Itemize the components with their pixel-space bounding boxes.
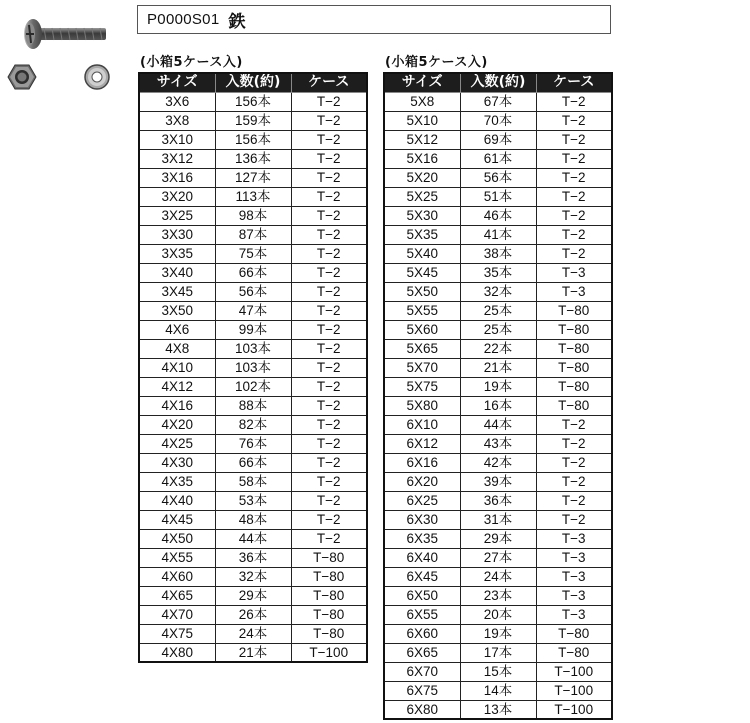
table-row bbox=[139, 396, 367, 415]
cell-size: 4X30 bbox=[139, 453, 215, 472]
table-row bbox=[384, 111, 612, 130]
table-row bbox=[139, 187, 367, 206]
header-quantity: 入数(約) bbox=[460, 73, 536, 92]
table-row bbox=[384, 263, 612, 282]
cell-quantity: 42本 bbox=[460, 453, 536, 472]
washer-icon bbox=[85, 65, 109, 89]
cell-size: 3X16 bbox=[139, 168, 215, 187]
cell-case: T−2 bbox=[291, 472, 367, 491]
cell-case: T−80 bbox=[536, 643, 612, 662]
cell-size: 4X20 bbox=[139, 415, 215, 434]
cell-case: T−100 bbox=[536, 700, 612, 719]
table-row bbox=[384, 510, 612, 529]
cell-quantity: 159本 bbox=[215, 111, 291, 130]
cell-quantity: 67本 bbox=[460, 92, 536, 111]
cell-quantity: 21本 bbox=[215, 643, 291, 662]
table-row bbox=[384, 567, 612, 586]
cell-size: 4X55 bbox=[139, 548, 215, 567]
cell-case: T−100 bbox=[291, 643, 367, 662]
table-row bbox=[384, 339, 612, 358]
cell-case: T−2 bbox=[291, 149, 367, 168]
cell-case: T−2 bbox=[291, 225, 367, 244]
cell-size: 6X50 bbox=[384, 586, 460, 605]
cell-size: 6X10 bbox=[384, 415, 460, 434]
cell-quantity: 27本 bbox=[460, 548, 536, 567]
cell-size: 4X6 bbox=[139, 320, 215, 339]
table-row bbox=[384, 700, 612, 719]
cell-case: T−100 bbox=[536, 662, 612, 681]
cell-quantity: 75本 bbox=[215, 244, 291, 263]
cell-quantity: 41本 bbox=[460, 225, 536, 244]
cell-case: T−80 bbox=[536, 339, 612, 358]
cell-quantity: 99本 bbox=[215, 320, 291, 339]
cell-case: T−3 bbox=[536, 567, 612, 586]
cell-quantity: 47本 bbox=[215, 301, 291, 320]
cell-size: 4X70 bbox=[139, 605, 215, 624]
cell-quantity: 87本 bbox=[215, 225, 291, 244]
cell-case: T−2 bbox=[536, 225, 612, 244]
cell-size: 6X60 bbox=[384, 624, 460, 643]
table-row bbox=[139, 548, 367, 567]
cell-case: T−2 bbox=[536, 491, 612, 510]
cell-case: T−2 bbox=[536, 434, 612, 453]
cell-case: T−80 bbox=[291, 624, 367, 643]
cell-case: T−2 bbox=[291, 130, 367, 149]
table-row bbox=[384, 529, 612, 548]
cell-case: T−2 bbox=[291, 187, 367, 206]
cell-size: 5X50 bbox=[384, 282, 460, 301]
cell-size: 6X75 bbox=[384, 681, 460, 700]
table-row bbox=[384, 415, 612, 434]
table-row bbox=[384, 681, 612, 700]
table-row bbox=[384, 301, 612, 320]
cell-size: 6X35 bbox=[384, 529, 460, 548]
product-code: P0000S01 bbox=[147, 11, 220, 28]
cell-case: T−80 bbox=[291, 586, 367, 605]
table-row bbox=[384, 206, 612, 225]
table-row bbox=[139, 567, 367, 586]
cell-size: 4X40 bbox=[139, 491, 215, 510]
table-row bbox=[384, 320, 612, 339]
cell-quantity: 25本 bbox=[460, 320, 536, 339]
cell-case: T−3 bbox=[536, 586, 612, 605]
cell-quantity: 127本 bbox=[215, 168, 291, 187]
table-row bbox=[384, 491, 612, 510]
cell-quantity: 26本 bbox=[215, 605, 291, 624]
table-row bbox=[139, 453, 367, 472]
table-row bbox=[384, 282, 612, 301]
table-header-row bbox=[384, 73, 612, 92]
cell-case: T−2 bbox=[291, 453, 367, 472]
cell-quantity: 51本 bbox=[460, 187, 536, 206]
cell-case: T−2 bbox=[536, 510, 612, 529]
table-row bbox=[139, 377, 367, 396]
cell-case: T−2 bbox=[536, 92, 612, 111]
cell-case: T−3 bbox=[536, 605, 612, 624]
cell-size: 4X50 bbox=[139, 529, 215, 548]
cell-quantity: 44本 bbox=[215, 529, 291, 548]
cell-case: T−2 bbox=[536, 187, 612, 206]
cell-size: 5X20 bbox=[384, 168, 460, 187]
table-row bbox=[384, 472, 612, 491]
cell-size: 5X30 bbox=[384, 206, 460, 225]
table-row bbox=[139, 491, 367, 510]
table-row bbox=[139, 529, 367, 548]
cell-size: 4X12 bbox=[139, 377, 215, 396]
right-table-body bbox=[384, 92, 612, 719]
cell-case: T−2 bbox=[291, 111, 367, 130]
cell-case: T−3 bbox=[536, 529, 612, 548]
table-row bbox=[139, 206, 367, 225]
cell-size: 6X30 bbox=[384, 510, 460, 529]
cell-case: T−2 bbox=[291, 206, 367, 225]
cell-size: 3X50 bbox=[139, 301, 215, 320]
table-row bbox=[384, 396, 612, 415]
table-row bbox=[139, 301, 367, 320]
cell-case: T−100 bbox=[536, 681, 612, 700]
cell-case: T−2 bbox=[291, 92, 367, 111]
cell-case: T−2 bbox=[536, 206, 612, 225]
table-row bbox=[384, 662, 612, 681]
cell-case: T−2 bbox=[291, 396, 367, 415]
header-quantity: 入数(約) bbox=[215, 73, 291, 92]
cell-quantity: 136本 bbox=[215, 149, 291, 168]
cell-case: T−80 bbox=[536, 301, 612, 320]
cell-size: 6X40 bbox=[384, 548, 460, 567]
table-row bbox=[139, 111, 367, 130]
cell-quantity: 24本 bbox=[460, 567, 536, 586]
cell-case: T−2 bbox=[291, 320, 367, 339]
table-row bbox=[384, 434, 612, 453]
cell-case: T−3 bbox=[536, 548, 612, 567]
cell-quantity: 103本 bbox=[215, 339, 291, 358]
cell-case: T−2 bbox=[536, 415, 612, 434]
cell-case: T−2 bbox=[291, 529, 367, 548]
cell-size: 5X10 bbox=[384, 111, 460, 130]
cell-case: T−2 bbox=[291, 377, 367, 396]
cell-quantity: 19本 bbox=[460, 377, 536, 396]
cell-size: 4X8 bbox=[139, 339, 215, 358]
cell-quantity: 29本 bbox=[215, 586, 291, 605]
cell-size: 5X70 bbox=[384, 358, 460, 377]
cell-case: T−2 bbox=[291, 263, 367, 282]
cell-size: 3X25 bbox=[139, 206, 215, 225]
cell-size: 3X40 bbox=[139, 263, 215, 282]
cell-size: 6X55 bbox=[384, 605, 460, 624]
table-row bbox=[384, 168, 612, 187]
cell-case: T−2 bbox=[291, 415, 367, 434]
cell-size: 5X12 bbox=[384, 130, 460, 149]
cell-case: T−2 bbox=[291, 339, 367, 358]
cell-quantity: 22本 bbox=[460, 339, 536, 358]
left-table-caption: (小箱5ケース入) bbox=[140, 55, 243, 70]
table-row bbox=[139, 130, 367, 149]
table-row bbox=[384, 187, 612, 206]
product-title-box bbox=[137, 5, 611, 34]
cell-size: 3X8 bbox=[139, 111, 215, 130]
cell-case: T−2 bbox=[291, 168, 367, 187]
cell-case: T−80 bbox=[536, 377, 612, 396]
cell-size: 4X25 bbox=[139, 434, 215, 453]
cell-quantity: 32本 bbox=[460, 282, 536, 301]
cell-quantity: 156本 bbox=[215, 130, 291, 149]
cell-case: T−80 bbox=[536, 396, 612, 415]
cell-quantity: 70本 bbox=[460, 111, 536, 130]
table-row bbox=[139, 415, 367, 434]
cell-quantity: 29本 bbox=[460, 529, 536, 548]
cell-case: T−3 bbox=[536, 263, 612, 282]
cell-quantity: 56本 bbox=[460, 168, 536, 187]
cell-quantity: 38本 bbox=[460, 244, 536, 263]
cell-case: T−2 bbox=[536, 149, 612, 168]
cell-quantity: 48本 bbox=[215, 510, 291, 529]
cell-size: 5X35 bbox=[384, 225, 460, 244]
cell-quantity: 56本 bbox=[215, 282, 291, 301]
table-row bbox=[384, 453, 612, 472]
cell-size: 4X65 bbox=[139, 586, 215, 605]
table-row bbox=[139, 149, 367, 168]
cell-quantity: 39本 bbox=[460, 472, 536, 491]
cell-case: T−2 bbox=[291, 244, 367, 263]
cell-quantity: 31本 bbox=[460, 510, 536, 529]
table-row bbox=[384, 377, 612, 396]
cell-size: 5X45 bbox=[384, 263, 460, 282]
cell-case: T−2 bbox=[291, 301, 367, 320]
cell-case: T−80 bbox=[536, 320, 612, 339]
cell-quantity: 66本 bbox=[215, 263, 291, 282]
table-row bbox=[384, 358, 612, 377]
cell-quantity: 16本 bbox=[460, 396, 536, 415]
cell-case: T−2 bbox=[291, 282, 367, 301]
table-row bbox=[139, 358, 367, 377]
cell-size: 5X75 bbox=[384, 377, 460, 396]
cell-quantity: 21本 bbox=[460, 358, 536, 377]
cell-size: 4X10 bbox=[139, 358, 215, 377]
table-row bbox=[139, 605, 367, 624]
cell-size: 6X70 bbox=[384, 662, 460, 681]
table-row bbox=[139, 643, 367, 662]
cell-quantity: 13本 bbox=[460, 700, 536, 719]
cell-size: 4X16 bbox=[139, 396, 215, 415]
cell-quantity: 88本 bbox=[215, 396, 291, 415]
table-row bbox=[139, 510, 367, 529]
cell-case: T−2 bbox=[536, 453, 612, 472]
cell-quantity: 58本 bbox=[215, 472, 291, 491]
table-row bbox=[384, 149, 612, 168]
cell-size: 3X35 bbox=[139, 244, 215, 263]
cell-quantity: 36本 bbox=[460, 491, 536, 510]
cell-size: 6X25 bbox=[384, 491, 460, 510]
table-row bbox=[139, 263, 367, 282]
cell-case: T−80 bbox=[536, 624, 612, 643]
cell-case: T−3 bbox=[536, 282, 612, 301]
table-row bbox=[384, 548, 612, 567]
cell-quantity: 24本 bbox=[215, 624, 291, 643]
cell-quantity: 36本 bbox=[215, 548, 291, 567]
cell-size: 3X30 bbox=[139, 225, 215, 244]
table-row bbox=[139, 225, 367, 244]
cell-quantity: 82本 bbox=[215, 415, 291, 434]
cell-size: 6X20 bbox=[384, 472, 460, 491]
cell-quantity: 102本 bbox=[215, 377, 291, 396]
table-row bbox=[139, 434, 367, 453]
table-row bbox=[384, 92, 612, 111]
table-row bbox=[384, 130, 612, 149]
cell-size: 3X6 bbox=[139, 92, 215, 111]
cell-quantity: 156本 bbox=[215, 92, 291, 111]
cell-size: 5X40 bbox=[384, 244, 460, 263]
right-table-caption: (小箱5ケース入) bbox=[385, 55, 488, 70]
cell-size: 6X80 bbox=[384, 700, 460, 719]
cell-case: T−80 bbox=[536, 358, 612, 377]
table-row bbox=[139, 244, 367, 263]
cell-size: 5X60 bbox=[384, 320, 460, 339]
cell-case: T−2 bbox=[536, 111, 612, 130]
cell-quantity: 14本 bbox=[460, 681, 536, 700]
table-row bbox=[384, 225, 612, 244]
table-row bbox=[139, 339, 367, 358]
cell-size: 5X80 bbox=[384, 396, 460, 415]
cell-quantity: 98本 bbox=[215, 206, 291, 225]
table-row bbox=[139, 472, 367, 491]
table-row bbox=[384, 605, 612, 624]
cell-quantity: 23本 bbox=[460, 586, 536, 605]
cell-case: T−2 bbox=[536, 168, 612, 187]
product-image bbox=[0, 0, 125, 105]
header-size: サイズ bbox=[139, 73, 215, 92]
table-row bbox=[139, 320, 367, 339]
cell-size: 6X65 bbox=[384, 643, 460, 662]
cell-size: 6X16 bbox=[384, 453, 460, 472]
left-spec-table bbox=[138, 72, 368, 663]
cell-size: 4X45 bbox=[139, 510, 215, 529]
cell-quantity: 66本 bbox=[215, 453, 291, 472]
cell-case: T−2 bbox=[291, 434, 367, 453]
cell-quantity: 69本 bbox=[460, 130, 536, 149]
bolt-icon bbox=[24, 19, 106, 49]
material-label: 鉄 bbox=[228, 12, 246, 32]
cell-quantity: 32本 bbox=[215, 567, 291, 586]
cell-case: T−80 bbox=[291, 567, 367, 586]
cell-case: T−2 bbox=[536, 472, 612, 491]
cell-quantity: 103本 bbox=[215, 358, 291, 377]
cell-size: 4X75 bbox=[139, 624, 215, 643]
hex-nut-icon bbox=[8, 65, 36, 89]
cell-quantity: 15本 bbox=[460, 662, 536, 681]
cell-case: T−80 bbox=[291, 548, 367, 567]
cell-quantity: 17本 bbox=[460, 643, 536, 662]
cell-quantity: 53本 bbox=[215, 491, 291, 510]
cell-size: 4X35 bbox=[139, 472, 215, 491]
cell-case: T−2 bbox=[536, 130, 612, 149]
cell-size: 3X45 bbox=[139, 282, 215, 301]
cell-quantity: 46本 bbox=[460, 206, 536, 225]
table-row bbox=[384, 244, 612, 263]
cell-quantity: 20本 bbox=[460, 605, 536, 624]
cell-case: T−2 bbox=[536, 244, 612, 263]
header-case: ケース bbox=[291, 73, 367, 92]
table-row bbox=[139, 92, 367, 111]
header-size: サイズ bbox=[384, 73, 460, 92]
cell-quantity: 61本 bbox=[460, 149, 536, 168]
header-case: ケース bbox=[536, 73, 612, 92]
cell-size: 4X60 bbox=[139, 567, 215, 586]
table-row bbox=[384, 643, 612, 662]
cell-quantity: 113本 bbox=[215, 187, 291, 206]
table-row bbox=[384, 624, 612, 643]
cell-size: 6X45 bbox=[384, 567, 460, 586]
cell-size: 5X55 bbox=[384, 301, 460, 320]
cell-case: T−2 bbox=[291, 510, 367, 529]
cell-size: 3X12 bbox=[139, 149, 215, 168]
cell-size: 5X16 bbox=[384, 149, 460, 168]
cell-size: 4X80 bbox=[139, 643, 215, 662]
cell-size: 5X8 bbox=[384, 92, 460, 111]
cell-quantity: 43本 bbox=[460, 434, 536, 453]
cell-size: 6X12 bbox=[384, 434, 460, 453]
table-row bbox=[139, 624, 367, 643]
cell-size: 5X65 bbox=[384, 339, 460, 358]
cell-quantity: 25本 bbox=[460, 301, 536, 320]
left-table-body bbox=[139, 92, 367, 662]
cell-quantity: 76本 bbox=[215, 434, 291, 453]
cell-size: 3X10 bbox=[139, 130, 215, 149]
table-row bbox=[139, 168, 367, 187]
table-row bbox=[139, 586, 367, 605]
cell-case: T−80 bbox=[291, 605, 367, 624]
cell-case: T−2 bbox=[291, 491, 367, 510]
cell-quantity: 19本 bbox=[460, 624, 536, 643]
table-header-row bbox=[139, 73, 367, 92]
cell-size: 5X25 bbox=[384, 187, 460, 206]
table-row bbox=[384, 586, 612, 605]
cell-quantity: 44本 bbox=[460, 415, 536, 434]
cell-case: T−2 bbox=[291, 358, 367, 377]
right-spec-table bbox=[383, 72, 613, 720]
table-row bbox=[139, 282, 367, 301]
cell-size: 3X20 bbox=[139, 187, 215, 206]
cell-quantity: 35本 bbox=[460, 263, 536, 282]
